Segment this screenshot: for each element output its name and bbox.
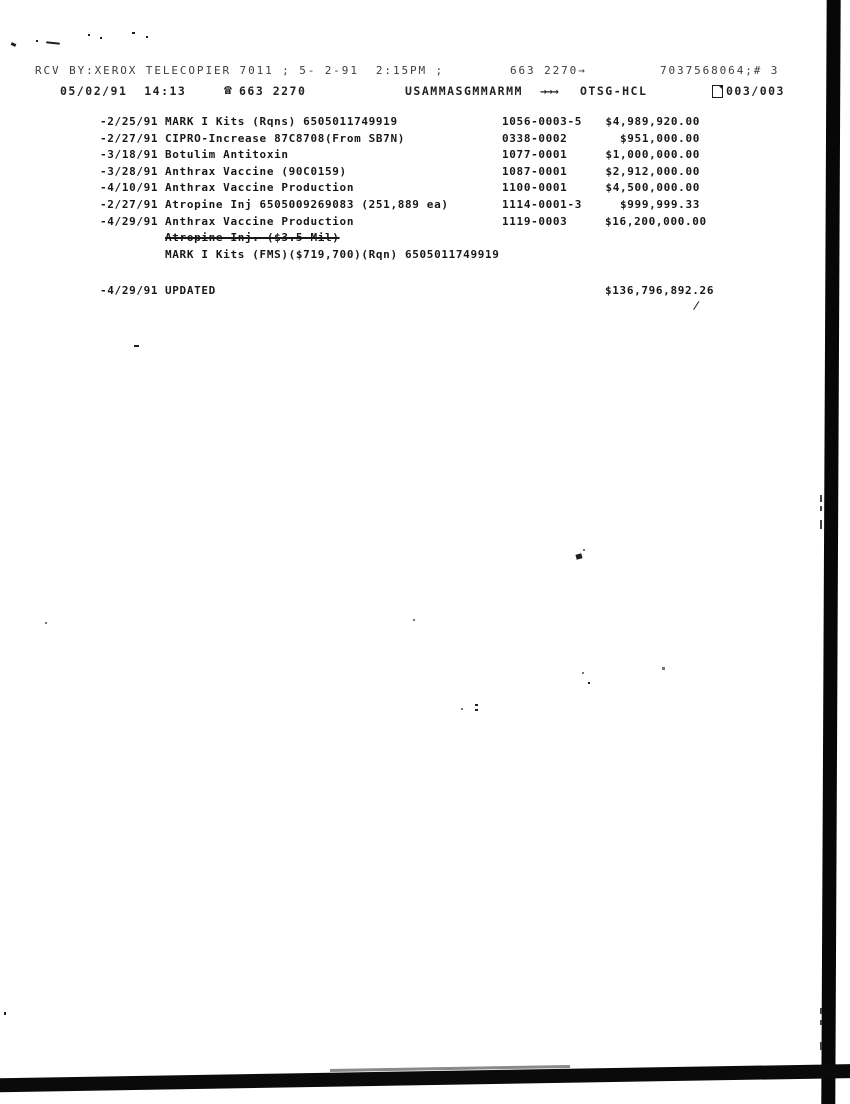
row-description: Anthrax Vaccine (90C0159) [165,164,347,178]
row-contract-number: 1119-0003 [502,214,568,228]
row-contract-number: 1087-0001 [502,164,568,178]
fax-route-to: OTSG-HCL [580,84,648,98]
row-description: CIPRO-Increase 87C8708(From SB7N) [165,131,405,145]
row-amount: $4,500,000.00 [605,181,700,195]
scan-artifact [413,619,415,621]
table-row-struck [100,230,700,247]
note-entry: MARK I Kits (FMS)($719,700)(Rqn) 6505011749919 [165,247,500,261]
row-contract-number: 0338-0002 [502,131,568,145]
row-description: MARK I Kits (Rqns) 6505011749919 [165,115,398,128]
row-amount: $16,200,000.00 [605,214,707,228]
row-amount: $4,989,920.00 [605,115,700,128]
row-contract-number: 1100-0001 [502,181,568,195]
row-description: Anthrax Vaccine Production [165,214,355,228]
fax-datetime: 05/02/91 14:13 [60,84,187,98]
table-row [100,214,707,231]
row-contract-number: 1077-0001 [502,148,568,162]
scan-artifact [575,553,582,559]
scan-artifact [820,1042,822,1050]
total-row [100,283,715,300]
row-contract-number: 1056-0003-5 [502,115,582,128]
scan-artifact [820,506,822,511]
scan-artifact [662,667,665,670]
scan-artifact [588,682,590,684]
funding-ledger-table [100,114,707,263]
scan-artifact [461,708,463,710]
row-date: -4/10/91 [100,181,159,195]
row-date: -3/18/91 [100,148,159,162]
scan-artifact [820,1020,822,1025]
row-contract-number: 1114-0001-3 [502,197,582,211]
table-row [100,131,700,148]
scan-artifact [582,672,584,674]
scan-artifact [11,42,17,47]
scan-artifact [820,1008,822,1014]
row-date: -2/27/91 [100,197,159,211]
scan-artifact [132,32,135,34]
row-date: -2/25/91 [100,115,159,128]
row-description: Atropine Inj 6505009269083 (251,889 ea) [165,197,449,211]
fax-route-from: USAMMASGMMARMM [405,84,523,98]
scan-artifact [146,36,148,38]
scan-artifact [46,41,60,44]
row-date: -2/27/91 [100,131,159,145]
scan-artifact [475,709,478,711]
table-row [100,164,700,181]
row-amount: $951,000.00 [620,131,700,145]
route-arrows-icon: →→→ [540,84,558,98]
fax-receive-stamp: RCV BY:XEROX TELECOPIER 7011 ; 5- 2-91 2:15PM ; [35,64,445,77]
table-row [100,147,700,164]
scan-artifact [583,549,585,551]
scan-artifact [36,40,38,42]
table-row [100,114,700,131]
table-row [100,180,700,197]
scan-edge-band-right [821,0,840,1104]
pen-tick-mark: / [692,298,701,313]
row-description: Botulim Antitoxin [165,148,289,162]
scan-artifact [134,345,139,347]
struck-entry: Atropine Inj. ($3.5 Mil) [165,231,340,245]
row-amount: $1,000,000.00 [605,148,700,162]
scan-artifact [88,34,90,36]
table-row-note [100,247,700,264]
scan-artifact [820,520,822,529]
row-date: -3/28/91 [100,164,159,178]
fax-terminal-id: 7037568064;# 3 [660,64,780,77]
scan-artifact [45,622,47,624]
total-label: UPDATED [165,284,216,297]
scan-artifact [4,1012,6,1015]
fax-phone-number: 663 2270 [239,84,307,98]
scan-artifact [475,704,478,706]
table-row [100,197,700,214]
row-description: Anthrax Vaccine Production [165,181,355,195]
fax-page-count: 003/003 [726,84,785,98]
row-date: -4/29/91 [100,214,159,228]
total-date: -4/29/91 [100,284,159,297]
page-icon [712,85,723,98]
row-amount: $999,999.33 [620,197,700,211]
scan-artifact [820,495,822,502]
row-amount: $2,912,000.00 [605,164,700,178]
fax-sender-number: 663 2270→ [510,64,587,77]
phone-icon: ☎ [224,83,232,98]
scan-artifact [100,37,102,39]
total-amount: $136,796,892.26 [605,284,715,297]
